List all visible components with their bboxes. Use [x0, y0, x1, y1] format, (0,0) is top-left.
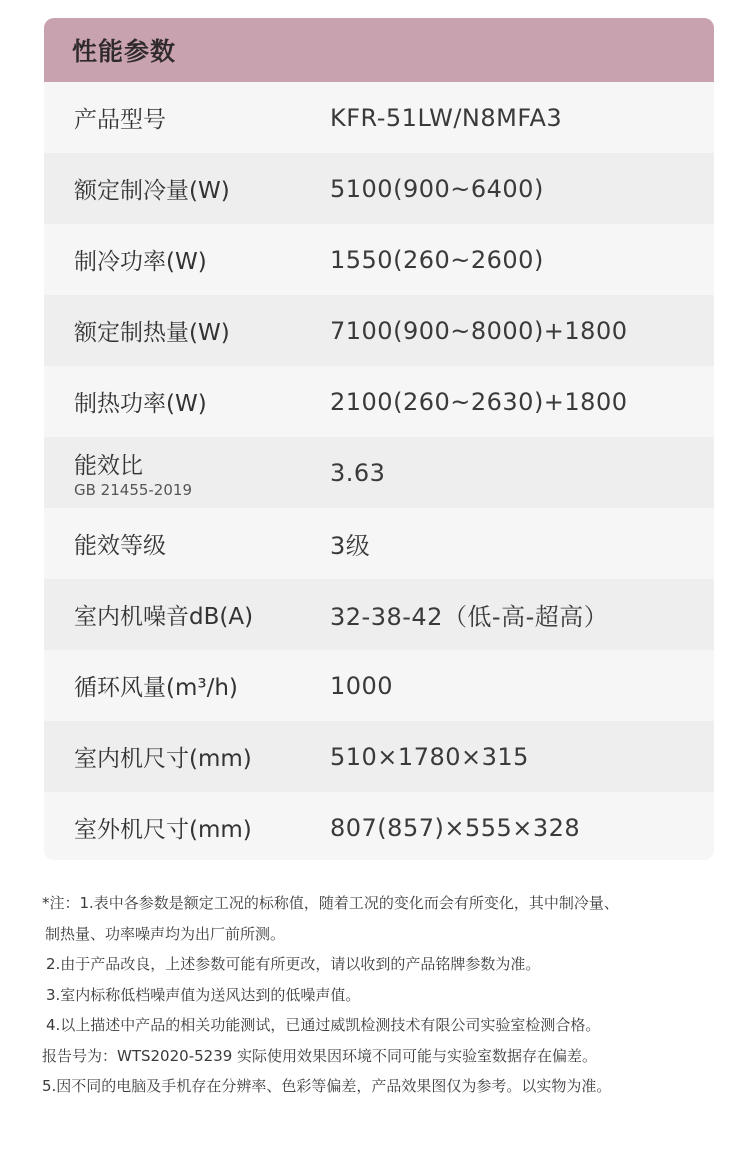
spec-label: [44, 447, 330, 499]
spec-row-cooling-power: [44, 224, 714, 295]
spec-row-airflow: [44, 650, 714, 721]
spec-row-indoor-size: [44, 721, 714, 792]
spec-row-heating-power: [44, 366, 714, 437]
footnote-line: 5.因不同的电脑及手机存在分辨率、色彩等偏差，产品效果图仅为参考。以实物为准。: [42, 1077, 612, 1095]
spec-label: 室外机尺寸(mm): [74, 817, 252, 843]
spec-label: 额定制冷量(W): [74, 178, 230, 204]
spec-label: 额定制热量(W): [74, 320, 230, 346]
spec-value: KFR-51LW/N8MFA3: [330, 103, 563, 132]
spec-value: 3.63: [330, 458, 386, 487]
spec-value: 510×1780×315: [330, 742, 529, 771]
footnote-line: 制热量、功率噪声均为出厂前所测。: [45, 924, 286, 943]
footnote-line: 4.以上描述中产品的相关功能测试，已通过威凯检测技术有限公司实验室检测合格。: [46, 1016, 601, 1034]
spec-row-efficiency-ratio: [44, 437, 714, 508]
spec-value: 1000: [330, 671, 394, 700]
spec-card: [44, 18, 714, 860]
spec-card-title: 性能参数: [44, 18, 714, 82]
footnote-line: 2.由于产品改良，上述参数可能有所更改，请以收到的产品铭牌参数为准。: [46, 955, 541, 973]
spec-row-heating-capacity: [44, 295, 714, 366]
spec-label-main: 能效比: [74, 452, 143, 479]
footnote-line: 报告号为：WTS2020-5239 实际使用效果因环境不同可能与实验室数据存在偏差。: [42, 1046, 598, 1065]
spec-label: 产品型号: [74, 107, 166, 133]
footnote-line: 3.室内标称低档噪声值为送风达到的低噪声值。: [46, 985, 361, 1004]
spec-label: 制热功率(W): [74, 391, 207, 417]
spec-value: 7100(900~8000)+1800: [330, 316, 628, 345]
spec-label: 循环风量(m³/h): [74, 675, 238, 701]
spec-row-cooling-capacity: [44, 153, 714, 224]
spec-label: 制冷功率(W): [74, 249, 207, 275]
spec-label: 室内机噪音dB(A): [74, 604, 254, 630]
spec-value: 32-38-42（低-高-超高）: [330, 603, 609, 631]
spec-row-model: [44, 82, 714, 153]
spec-value: 5100(900~6400): [330, 174, 544, 203]
spec-value: 3级: [330, 532, 371, 560]
spec-row-indoor-noise: [44, 579, 714, 650]
spec-label: 能效等级: [74, 533, 166, 559]
footnotes: [42, 888, 732, 1102]
spec-value: 1550(260~2600): [330, 245, 544, 274]
spec-row-efficiency-grade: [44, 508, 714, 579]
spec-value: 807(857)×555×328: [330, 813, 581, 842]
footnote-line: *注：1.表中各参数是额定工况的标称值，随着工况的变化而会有所变化，其中制冷量、: [42, 894, 619, 912]
spec-label: 室内机尺寸(mm): [74, 746, 252, 772]
spec-value: 2100(260~2630)+1800: [330, 387, 628, 416]
spec-label-standard: GB 21455-2019: [74, 480, 192, 499]
spec-row-outdoor-size: [44, 792, 714, 860]
